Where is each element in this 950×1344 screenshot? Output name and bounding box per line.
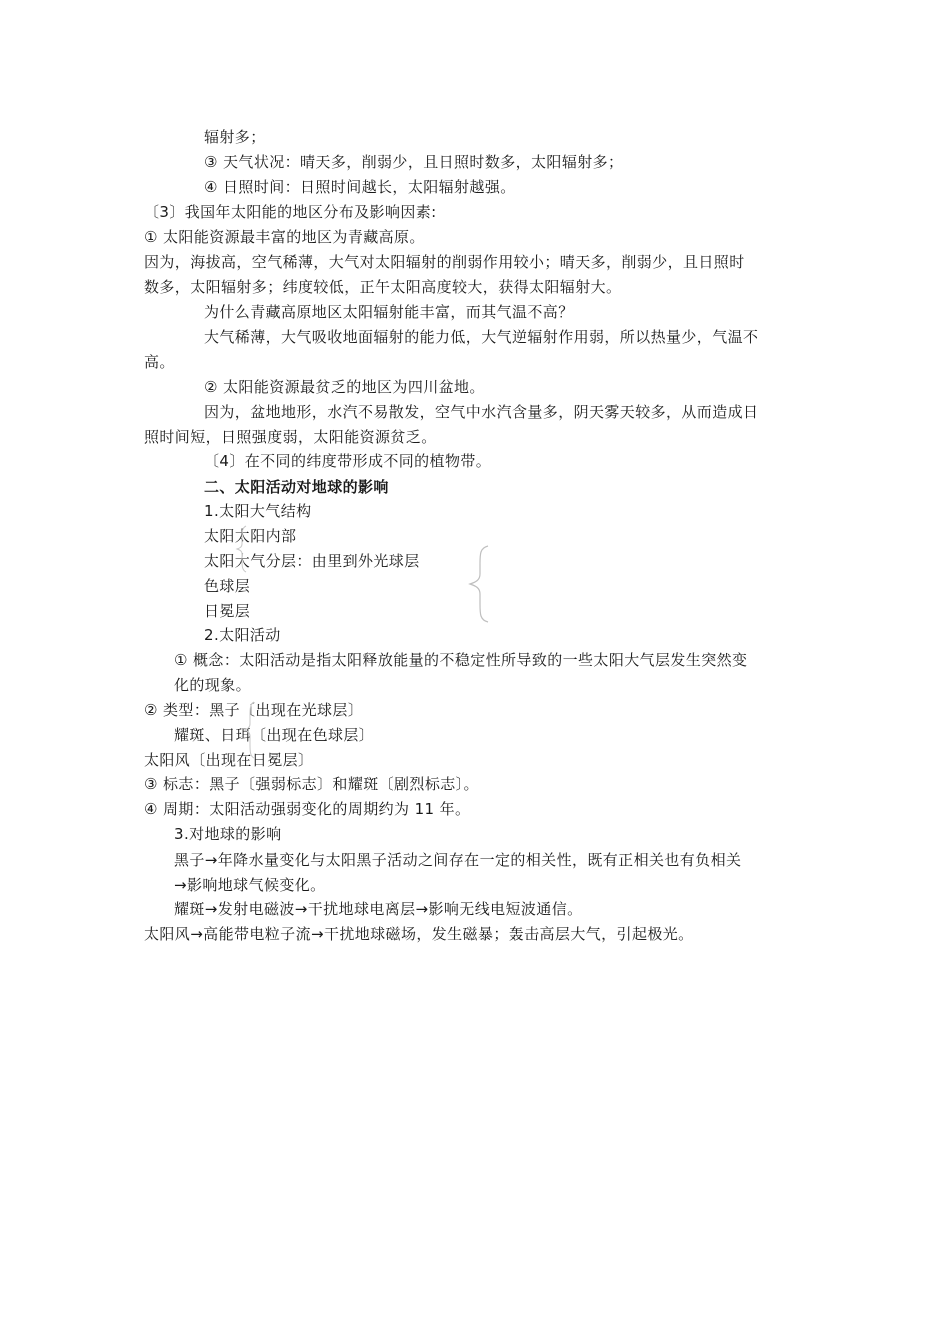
- subheading: 3.对地球的影响: [174, 825, 282, 843]
- text-line: 耀斑→发射电磁波→干扰地球电离层→影响无线电短波通信。: [174, 900, 583, 918]
- text-line: 黑子→年降水量变化与太阳黑子活动之间存在一定的相关性，既有正相关也有负相关: [174, 851, 742, 869]
- text-line: ① 太阳能资源最丰富的地区为青藏高原。: [144, 228, 425, 246]
- text-line: 色球层: [204, 577, 251, 595]
- section-heading: 二、太阳活动对地球的影响: [204, 478, 389, 496]
- text-line: 太阳风→高能带电粒子流→干扰地球磁场，发生磁暴；轰击高层大气，引起极光。: [144, 925, 694, 943]
- text-line: 太阳风〔出现在日冕层〕: [144, 751, 314, 769]
- text-line: 因为，海拔高，空气稀薄，大气对太阳辐射的削弱作用较小；晴天多，削弱少，且日照时: [144, 253, 745, 271]
- text-line: 数多，太阳辐射多；纬度较低，正午太阳高度较大，获得太阳辐射大。: [144, 278, 622, 296]
- text-line: 〔4〕在不同的纬度带形成不同的植物带。: [204, 452, 492, 470]
- text-line: 因为，盆地地形，水汽不易散发，空气中水汽含量多，阴天雾天较多，从而造成日: [204, 403, 759, 421]
- text-line: 化的现象。: [174, 676, 252, 694]
- text-line: ③ 天气状况：晴天多，削弱少，且日照时数多，太阳辐射多；: [204, 153, 624, 171]
- text-line: 为什么青藏高原地区太阳辐射能丰富，而其气温不高？: [204, 303, 574, 321]
- text-line: ④ 日照时间：日照时间越长，太阳辐射越强。: [204, 178, 516, 196]
- text-line: ③ 标志：黑子〔强弱标志〕和耀斑〔剧烈标志〕。: [144, 775, 479, 793]
- text-line: ① 概念：太阳活动是指太阳释放能量的不稳定性所导致的一些太阳大气层发生突然变: [174, 651, 748, 669]
- curly-brace-icon: [462, 544, 492, 624]
- subheading: 2.太阳活动: [204, 626, 281, 644]
- text-line: 〔3〕我国年太阳能的地区分布及影响因素:: [144, 203, 437, 221]
- text-line: 太阳大气分层：由里到外光球层: [204, 552, 420, 570]
- text-line: 太阳太阳内部: [204, 527, 297, 545]
- text-line: 辐射多；: [204, 128, 266, 146]
- text-line: 耀斑、日珥〔出现在色球层〕: [174, 726, 375, 744]
- text-line: 大气稀薄，大气吸收地面辐射的能力低，大气逆辐射作用弱，所以热量少，气温不: [204, 328, 759, 346]
- subheading: 1.太阳大气结构: [204, 502, 312, 520]
- text-line: ② 太阳能资源最贫乏的地区为四川盆地。: [204, 378, 485, 396]
- text-line: 日冕层: [204, 602, 251, 620]
- text-line: 照时间短，日照强度弱，太阳能资源贫乏。: [144, 428, 437, 446]
- text-line: ② 类型：黑子〔出现在光球层〕: [144, 701, 364, 719]
- text-line: ④ 周期：太阳活动强弱变化的周期约为 11 年。: [144, 800, 471, 818]
- text-line: →影响地球气候变化。: [174, 876, 326, 894]
- curly-brace-icon: [240, 700, 260, 760]
- curly-brace-icon: [234, 524, 254, 574]
- text-line: 高。: [144, 353, 175, 371]
